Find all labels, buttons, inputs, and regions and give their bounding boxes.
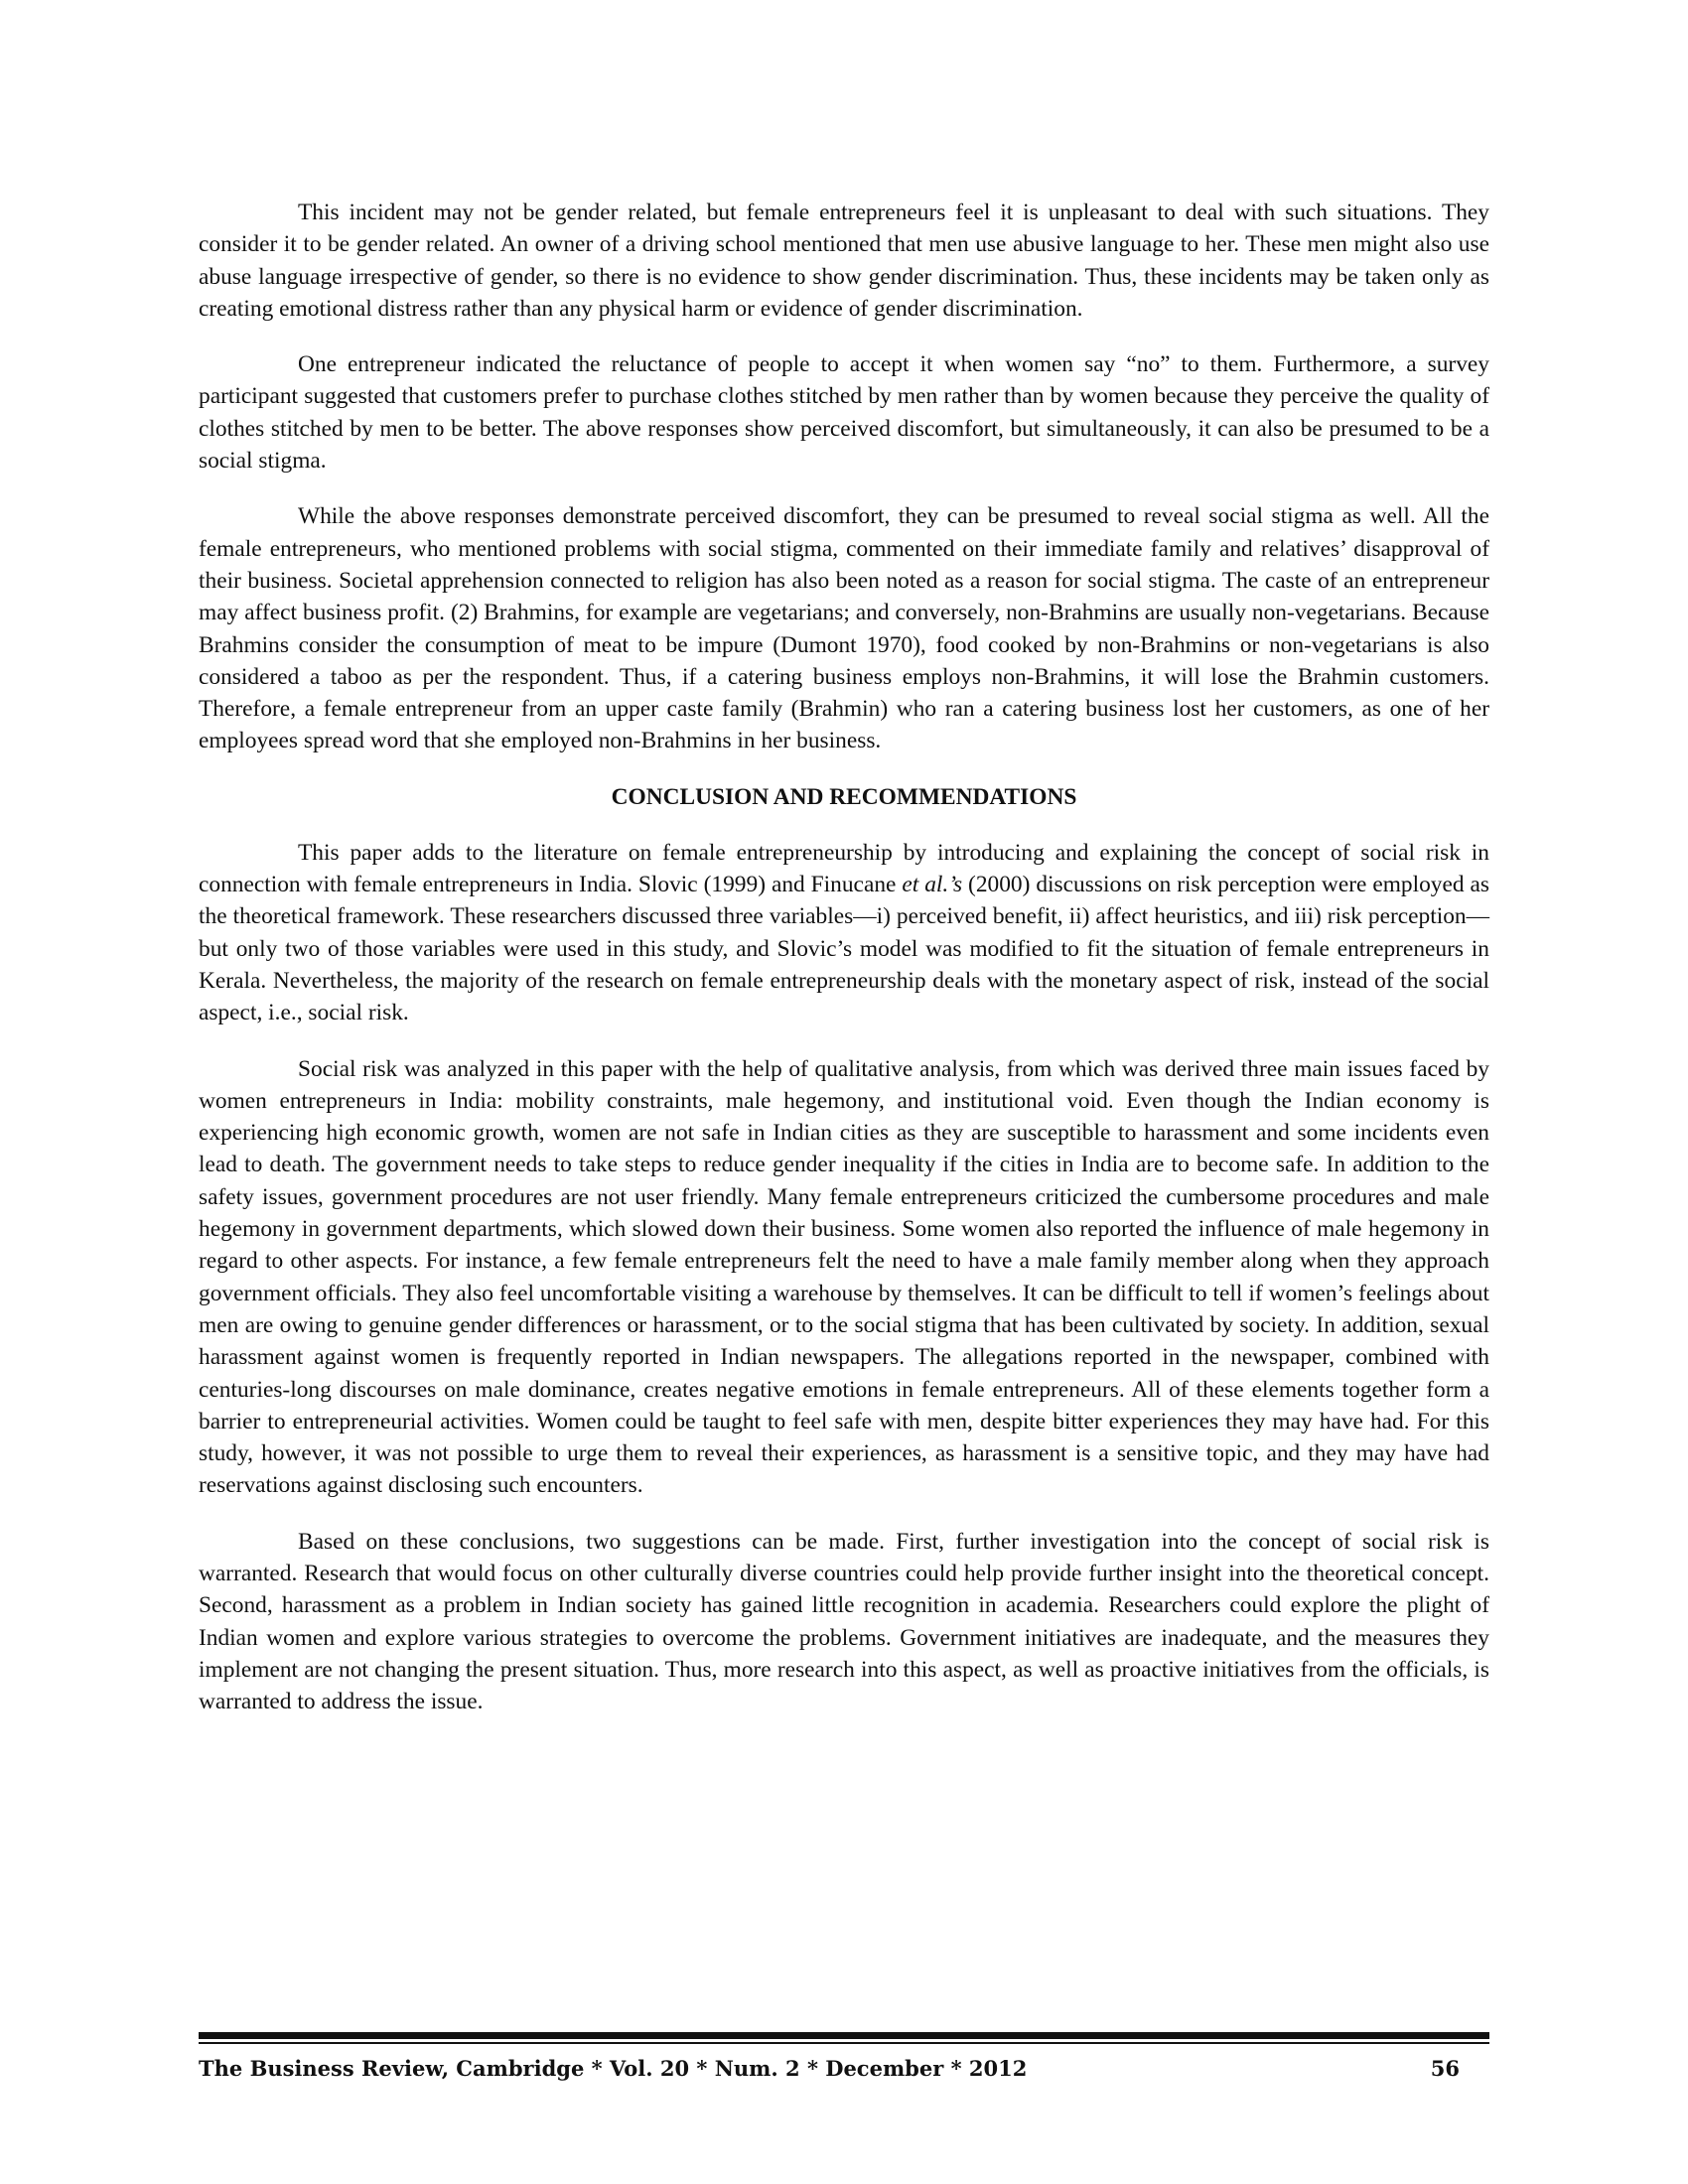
journal-citation: The Business Review, Cambridge * Vol. 20 * Num. 2 * December * 2012 <box>199 2056 1028 2081</box>
footer-rule-thin <box>199 2042 1489 2044</box>
conclusion-paragraph-1-text-b: (2000) discussions on risk perception were employed as the theoretical framework. These researchers discussed three variables—i) perceived benefit, ii) affect heuristics, and iii) risk perception—but only two of those variables were used in this study, and Slovic’s model was modified to fit the situation of female entrepreneurs in Kerala. Nevertheless, the majority of the research on female entrepreneurship deals with the monetary aspect of risk, instead of the social aspect, i.e., social risk. <box>199 872 1489 1026</box>
conclusion-paragraph-1-text-a: This paper adds to the literature on female entrepreneurship by introducing and explaining the concept of social risk in connection with female entrepreneurs in India. Slovic (1999) and Finucane <box>199 839 1489 898</box>
page-body <box>199 197 1489 1741</box>
section-heading: CONCLUSION AND RECOMMENDATIONS <box>611 783 1077 810</box>
footer-rule-thick <box>199 2032 1489 2039</box>
body-paragraph-2: One entrepreneur indicated the reluctance of people to accept it when women say “no” to them. Furthermore, a survey participant suggested that customers prefer to purchase clothes stitched by men rather than by women because they perceive the quality of clothes stitched by men to be better. The above responses show perceived discomfort, but simultaneously, it can also be presumed to be a social stigma. <box>199 351 1489 475</box>
footer-row <box>199 2056 1489 2081</box>
citation-et-al: et al.’s <box>902 872 963 898</box>
conclusion-paragraph-3: Based on these conclusions, two suggestions can be made. First, further investigation into the concept of social risk is warranted. Research that would focus on other culturally diverse countries could help provide further insight into the theoretical concept. Second, harassment as a problem in Indian society has gained little recognition in academia. Researchers could explore the plight of Indian women and explore various strategies to overcome the problems. Government initiatives are inadequate, and the measures they implement are not changing the present situation. Thus, more research into this aspect, as well as proactive initiatives from the officials, is warranted to address the issue. <box>199 1528 1489 1715</box>
conclusion-paragraph-1 <box>199 837 1489 1029</box>
page-footer <box>199 2032 1489 2081</box>
body-paragraph-1: This incident may not be gender related, but female entrepreneurs feel it is unpleasant to deal with such situations. They consider it to be gender related. An owner of a driving school mentioned that men use abusive language to her. These men might also use abuse language irrespective of gender, so there is no evidence to show gender discrimination. Thus, these incidents may be taken only as creating emotional distress rather than any physical harm or evidence of gender discrimination. <box>199 200 1489 322</box>
conclusion-paragraph-2: Social risk was analyzed in this paper with the help of qualitative analysis, from which was derived three main issues faced by women entrepreneurs in India: mobility constraints, male hegemony, and institutional void. Even though the Indian economy is experiencing high economic growth, women are not safe in Indian cities as they are susceptible to harassment and some incidents even lead to death. The government needs to take steps to reduce gender inequality if the cities in India are to become safe. In addition to the safety issues, government procedures are not user friendly. Many female entrepreneurs criticized the cumbersome procedures and male hegemony in government departments, which slowed down their business. Some women also reported the influence of male hegemony in regard to other aspects. For instance, a few female entrepreneurs felt the need to have a male family member along when they approach government officials. They also feel uncomfortable visiting a warehouse by themselves. It can be difficult to tell if women’s feelings about men are owing to genuine gender differences or harassment, or to the social stigma that has been cultivated by society. In addition, sexual harassment against women is frequently reported in Indian newspapers. The allegations reported in the newspaper, combined with centuries-long discourses on male dominance, creates negative emotions in female entrepreneurs. All of these elements together form a barrier to entrepreneurial activities. Women could be taught to feel safe with men, despite bitter experiences they may have had. For this study, however, it was not possible to urge them to reveal their experiences, as harassment is a sensitive topic, and they may have had reservations against disclosing such encounters. <box>199 1055 1489 1499</box>
body-paragraph-3: While the above responses demonstrate perceived discomfort, they can be presumed to reveal social stigma as well. All the female entrepreneurs, who mentioned problems with social stigma, commented on their immediate family and relatives’ disapproval of their business. Societal apprehension connected to religion has also been noted as a reason for social stigma. The caste of an entrepreneur may affect business profit. (2) Brahmins, for example are vegetarians; and conversely, non-Brahmins are usually non-vegetarians. Because Brahmins consider the consumption of meat to be impure (Dumont 1970), food cooked by non-Brahmins or non-vegetarians is also considered a taboo as per the respondent. Thus, if a catering business employs non-Brahmins, it will lose the Brahmin customers. Therefore, a female entrepreneur from an upper caste family (Brahmin) who ran a catering business lost her customers, as one of her employees spread word that she employed non-Brahmins in her business. <box>199 503 1489 754</box>
page-number: 56 <box>1430 2056 1460 2081</box>
